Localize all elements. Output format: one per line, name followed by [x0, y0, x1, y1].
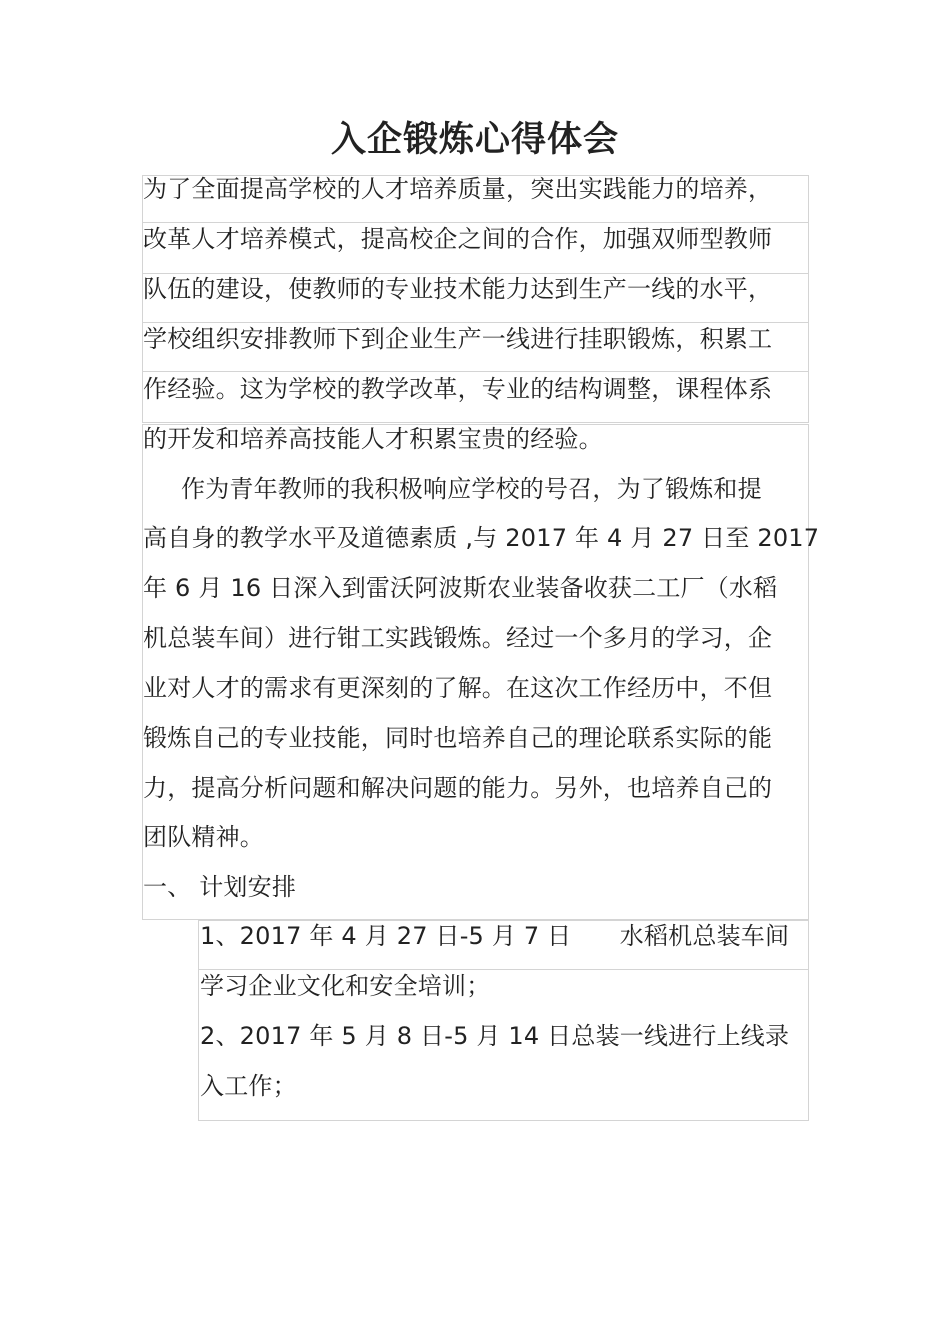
paragraph-line: 的开发和培养高技能人才积累宝贵的经验。 — [143, 425, 603, 453]
paragraph-line: 团队精神。 — [143, 823, 264, 851]
paragraph-line: 改革人才培养模式，提高校企之间的合作，加强双师型教师 — [143, 225, 773, 253]
section-heading: 一、 计划安排 — [143, 873, 297, 901]
plan-item: 入工作； — [200, 1072, 297, 1100]
paragraph-line: 队伍的建设，使教师的专业技术能力达到生产一线的水平， — [143, 275, 773, 303]
paragraph-line: 年 6 月 16 日深入到雷沃阿波斯农业装备收获二工厂（水稻 — [143, 574, 778, 602]
paragraph-line: 为了全面提高学校的人才培养质量，突出实践能力的培养， — [143, 175, 773, 203]
paragraph-line: 业对人才的需求有更深刻的了解。在这次工作经历中，不但 — [143, 674, 773, 702]
paragraph-line: 作为青年教师的我积极响应学校的号召，为了锻炼和提 — [181, 475, 762, 503]
plan-item: 2、2017 年 5 月 8 日-5 月 14 日总装一线进行上线录 — [200, 1022, 790, 1050]
paragraph-line: 力，提高分析问题和解决问题的能力。另外，也培养自己的 — [143, 774, 773, 802]
plan-item: 学习企业文化和安全培训； — [200, 972, 491, 1000]
paragraph-line: 作经验。这为学校的教学改革，专业的结构调整，课程体系 — [143, 375, 773, 403]
paragraph-line: 锻炼自己的专业技能，同时也培养自己的理论联系实际的能 — [143, 724, 773, 752]
paragraph-line: 机总装车间）进行钳工实践锻炼。经过一个多月的学习，企 — [143, 624, 773, 652]
document-title: 入企锻炼心得体会 — [330, 120, 619, 161]
paragraph-line: 学校组织安排教师下到企业生产一线进行挂职锻炼，积累工 — [143, 325, 773, 353]
plan-item: 1、2017 年 4 月 27 日-5 月 7 日 水稻机总装车间 — [200, 922, 790, 950]
paragraph-line: 高自身的教学水平及道德素质 ,与 2017 年 4 月 27 日至 2017 — [143, 524, 820, 552]
